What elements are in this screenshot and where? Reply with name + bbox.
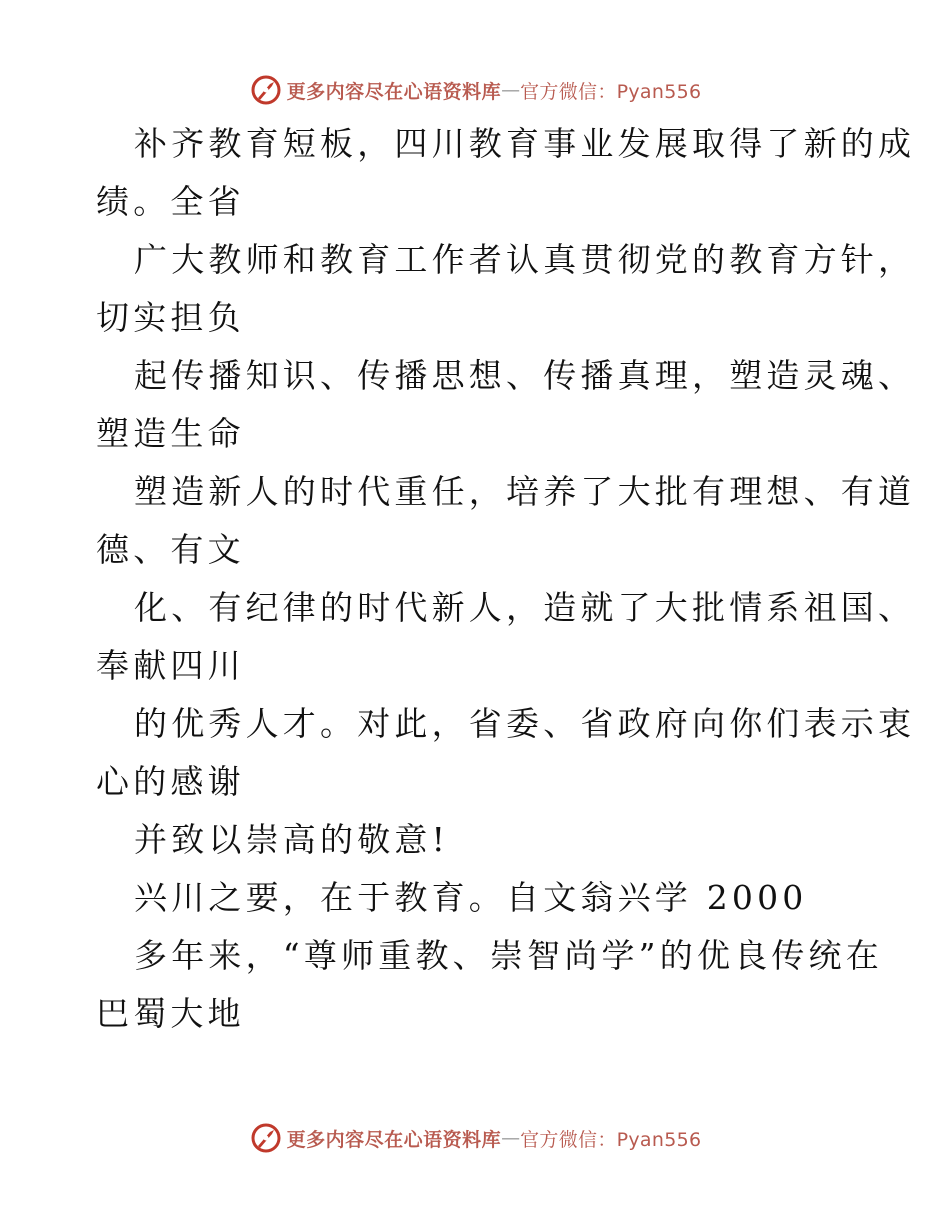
text-line: 塑造新人的时代重任，培养了大批有理想、有道	[134, 472, 916, 511]
text-line: 起传播知识、传播思想、传播真理，塑造灵魂、	[134, 356, 916, 395]
text-line: 多年来，“尊师重教、崇智尚学”的优良传统在	[134, 936, 883, 975]
text-line: 补齐教育短板，四川教育事业发展取得了新的成	[134, 124, 916, 163]
header-banner-separator: —	[501, 79, 521, 101]
footer-wechat-text: 官方微信：Pyan556	[520, 1128, 702, 1151]
text-line: 德、有文	[96, 530, 245, 569]
document-body	[96, 115, 916, 1043]
footer-banner-separator: —	[501, 1127, 521, 1149]
text-line: 塑造生命	[96, 414, 245, 453]
text-line: 绩。全省	[96, 182, 245, 221]
footer-banner-text: 更多内容尽在心语资料库	[286, 1128, 502, 1151]
text-line: 并致以崇高的敬意!	[134, 820, 450, 859]
footer-banner	[0, 1118, 950, 1158]
text-line: 兴川之要，在于教育。自文翁兴学 2000	[134, 878, 808, 917]
header-banner	[0, 70, 950, 110]
pen-nib-logo-icon	[249, 1121, 283, 1155]
text-line: 的优秀人才。对此，省委、省政府向你们表示衷	[134, 704, 916, 743]
text-line: 心的感谢	[96, 762, 245, 801]
header-banner-text: 更多内容尽在心语资料库	[286, 80, 502, 103]
text-line: 奉献四川	[96, 646, 245, 685]
text-line: 切实担负	[96, 298, 245, 337]
text-line: 化、有纪律的时代新人，造就了大批情系祖国、	[134, 588, 916, 627]
header-wechat-text: 官方微信：Pyan556	[520, 80, 702, 103]
pen-nib-logo-icon	[249, 73, 283, 107]
text-line: 巴蜀大地	[96, 994, 245, 1033]
text-line: 广大教师和教育工作者认真贯彻党的教育方针，	[134, 240, 916, 279]
